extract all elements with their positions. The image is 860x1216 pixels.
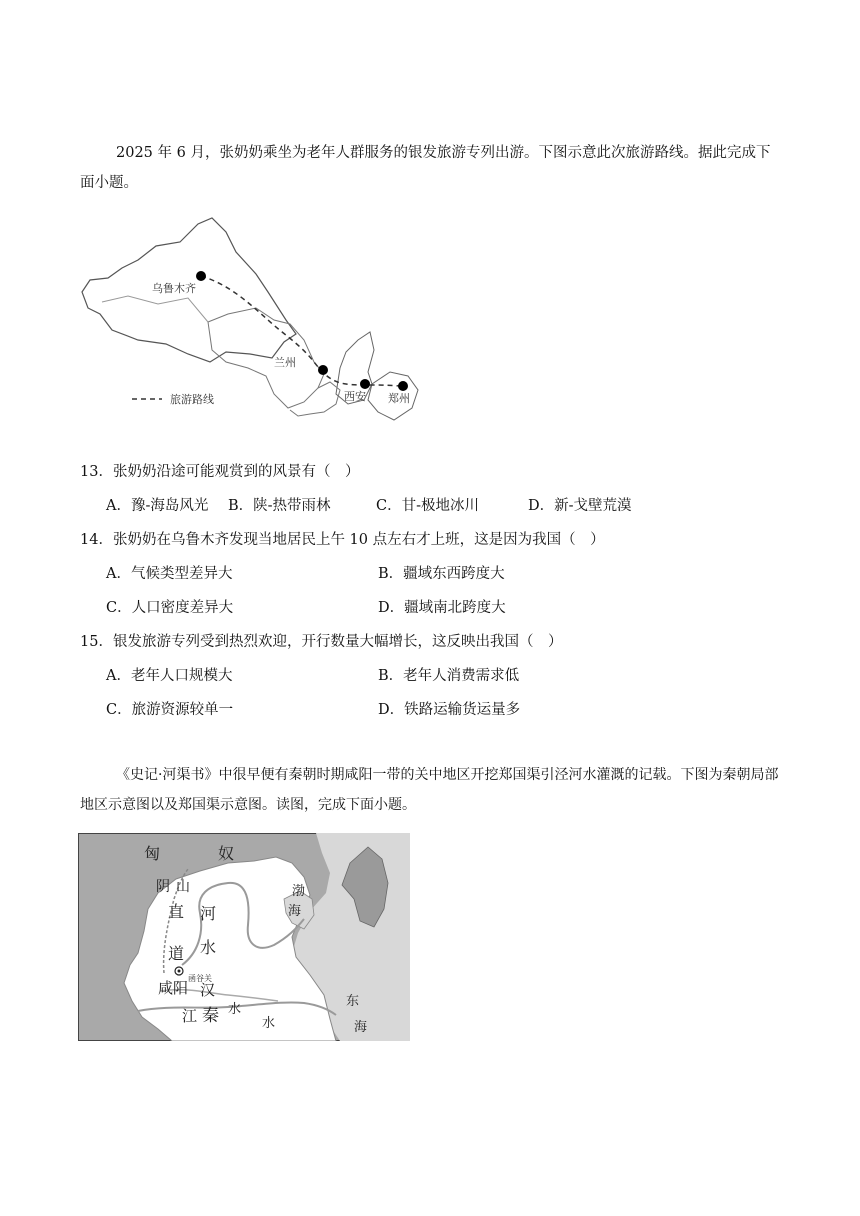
label-hai-2: 海 <box>354 1020 368 1035</box>
label-qin: 秦 <box>202 1006 219 1026</box>
label-dao: 道 <box>168 944 185 963</box>
legend-label: 旅游路线 <box>170 393 214 406</box>
q15-option-c: C．旅游资源较单一 <box>106 702 234 718</box>
label-shan: 山 <box>176 879 190 895</box>
q14-option-c: C．人口密度差异大 <box>106 600 234 616</box>
inner-boundary <box>102 296 208 322</box>
question-15-stem: 15．银发旅游专列受到热烈欢迎，开行数量大幅增长，这反映出我国（ ） <box>80 634 563 650</box>
q14-option-a: A．气候类型差异大 <box>106 566 233 582</box>
label-jiang: 江 <box>182 1007 198 1025</box>
urumqi-point <box>196 271 206 281</box>
label-shui-1: 水 <box>200 938 217 957</box>
label-shui-3: 水 <box>262 1016 276 1031</box>
q14-option-d: D．疆域南北跨度大 <box>378 600 506 616</box>
lanzhou-label: 兰州 <box>274 356 296 369</box>
label-zhi: 直 <box>168 902 185 921</box>
label-hai-1: 海 <box>288 904 302 919</box>
qin-dynasty-map <box>78 833 410 1041</box>
label-xiong: 匈 <box>144 844 161 863</box>
question-14-stem: 14．张奶奶在乌鲁木齐发现当地居民上午 10 点左右才上班，这是因为我国（ ） <box>80 532 605 548</box>
lanzhou-point <box>318 365 328 375</box>
zhengzhou-point <box>398 381 408 391</box>
q13-option-a: A．豫-海岛风光 <box>106 498 209 514</box>
label-han: 汉 <box>200 981 216 999</box>
label-shui-2: 水 <box>228 1002 242 1017</box>
intro-paragraph-1: 2025 年 6 月，张奶奶乘坐为老年人群服务的银发旅游专列出游。下图示意此次旅游路线。据此完成下面小题。 <box>80 145 771 191</box>
q15-option-a: A．老年人口规模大 <box>106 668 233 684</box>
zhengzhou-label: 郑州 <box>388 392 410 405</box>
q13-option-c: C．甘-极地冰川 <box>376 498 479 514</box>
q15-option-d: D．铁路运输货运量多 <box>378 702 521 718</box>
xian-point <box>360 379 370 389</box>
q15-option-b: B．老年人消费需求低 <box>378 668 520 684</box>
label-yin: 阴 <box>156 879 170 895</box>
question-13-stem: 13．张奶奶沿途可能观赏到的风景有（ ） <box>80 464 360 480</box>
q13-option-b: B．陕-热带雨林 <box>228 498 331 514</box>
label-nu: 奴 <box>218 844 235 863</box>
label-bo: 渤 <box>292 884 306 899</box>
intro-paragraph-2: 《史记·河渠书》中很早便有秦朝时期咸阳一带的关中地区开挖郑国渠引泾河水灌溉的记载。下图为秦朝局部地区示意图以及郑国渠示意图。读图，完成下面小题。 <box>80 767 779 813</box>
xian-label: 西安 <box>344 390 366 403</box>
label-hangu: 函谷关 <box>188 974 212 983</box>
q14-option-b: B．疆域东西跨度大 <box>378 566 505 582</box>
label-he: 河 <box>200 904 217 923</box>
label-xianyang: 咸阳 <box>158 979 189 997</box>
travel-route-map <box>78 212 424 430</box>
q13-option-d: D．新-戈壁荒漠 <box>528 498 632 514</box>
gansu-qinghai-outline <box>208 308 324 408</box>
label-dong: 东 <box>346 994 360 1009</box>
ningxia-outline <box>290 382 340 416</box>
route-line <box>201 276 400 386</box>
urumqi-label: 乌鲁木齐 <box>152 282 196 295</box>
